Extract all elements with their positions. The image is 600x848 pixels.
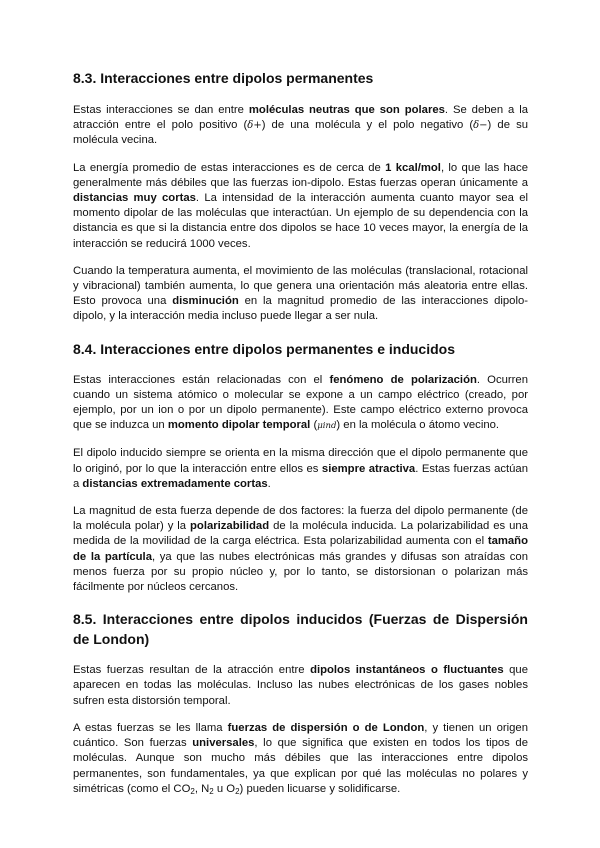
paragraph: Estas interacciones se dan entre moléculas neutras que son polares. Se deben a la atracción entre el polo positivo (δ+) de una molécula y el polo negativo (δ−) de su molécula vecina.: [73, 104, 528, 147]
section-8-4: [73, 339, 528, 596]
section-heading: 8.4. Interacciones entre dipolos permanentes e inducidos: [73, 340, 455, 357]
paragraph: Estas interacciones están relacionadas con el fenómeno de polarización. Ocurren cuando un sistema atómico o molecular se expone a un campo eléctrico (creado, por ejemplo, por un ion o por un dipolo permanente). Este campo eléctrico externo provoca que se induzca un momento dipolar temporal (μind) en la molécula o átomo vecino.: [73, 373, 528, 432]
paragraph: El dipolo inducido siempre se orienta en la misma dirección que el dipolo permanente que lo originó, por lo que la interacción entre ellos es siempre atractiva. Estas fuerzas actúan a distancias extremadamente cortas.: [73, 447, 528, 490]
section-heading: 8.3. Interacciones entre dipolos permanentes: [73, 70, 374, 86]
paragraph: La magnitud de esta fuerza depende de dos factores: la fuerza del dipolo permanente (de la molécula polar) y la polarizabilidad de la molécula inducida. La polarizabilidad es una medida de la movilidad de la carga eléctrica. Esta polarizabilidad aumenta con el tamaño de la partícula, ya que las nubes electrónicas más grandes y difusas son atraídas con menos fuerza por su propio núcleo y, por lo tanto, se distorsionan o polarizan más fácilmente por núcleos cercanos.: [73, 505, 529, 594]
section-8-3: [73, 68, 528, 325]
section-8-5: [73, 609, 528, 799]
paragraph: A estas fuerzas se les llama fuerzas de dispersión o de London, y tienen un origen cuántico. Son fuerzas universales, lo que significa que existen en todos los tipos de moléculas. Aunque son mucho más débiles que las interacciones entre dipolos permanentes, son fundamentales, ya que explican por qué las moléculas no polares y simétricas (como el $CO_2$, $N_2$ u $O_2$) pueden licuarse y solidificarse.: [73, 721, 528, 796]
paragraph: Estas fuerzas resultan de la atracción entre dipolos instantáneos o fluctuantes que aparecen en todas las moléculas. Incluso las nubes electrónicas de los gases nobles sufren esta distorsión temporal.: [73, 664, 528, 707]
section-heading: 8.5. Interacciones entre dipolos inducidos (Fuerzas de Dispersión de London): [73, 611, 528, 648]
paragraph: Cuando la temperatura aumenta, el movimiento de las moléculas (translacional, rotacional y vibracional) también aumenta, lo que genera una orientación más aleatoria entre ellas. Esto provoca una disminución en la magnitud promedio de las interacciones dipolo-dipolo, y la interacción media incluso puede llegar a ser nula.: [73, 264, 528, 323]
paragraph: La energía promedio de estas interacciones es de cerca de 1 kcal/mol, lo que las hace generalmente más débiles que las fuerzas ion-dipolo. Estas fuerzas operan únicamente a distancias muy cortas. La intensidad de la interacción aumenta cuanto mayor sea el momento dipolar de las moléculas que interactúan. Un ejemplo de su dependencia con la distancia es que si la distancia entre dos dipolos se hace 10 veces mayor, la energía de la interacción se reducirá 1000 veces.: [73, 161, 529, 250]
